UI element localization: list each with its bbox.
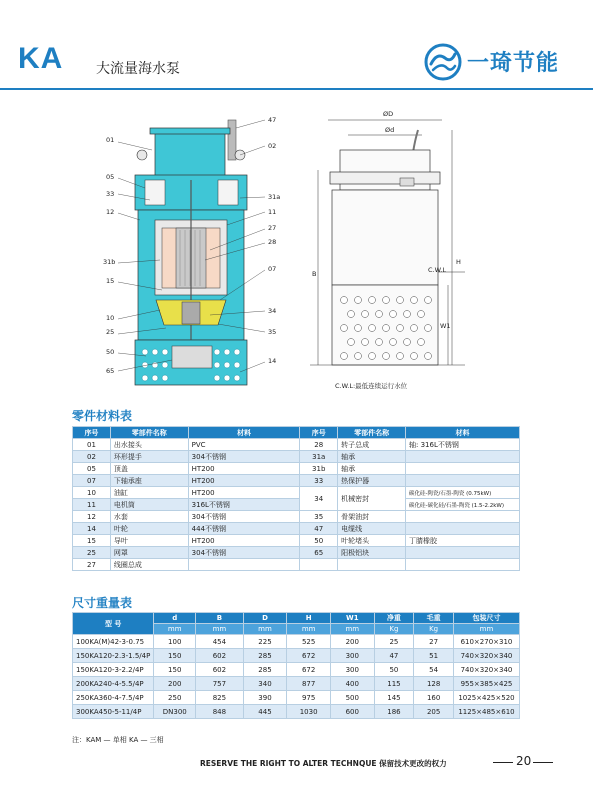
cell: 250KA360-4-7.5/4P — [73, 691, 154, 705]
page-divider-right — [533, 762, 553, 763]
cell: 1030 — [287, 705, 331, 719]
table-row — [73, 463, 520, 475]
model-code: KA — [18, 42, 64, 75]
cell: 轴承 — [338, 463, 406, 475]
table-row — [73, 535, 520, 547]
unit: mm — [453, 624, 519, 635]
col-net-weight: 净重 — [374, 613, 414, 624]
cell: 955×385×425 — [453, 677, 519, 691]
cell: 304不锈钢 — [188, 547, 300, 559]
col-name: 零部件名称 — [338, 427, 406, 439]
cell: 340 — [243, 677, 287, 691]
cell: 100KA(M)42-3-0.75 — [73, 635, 154, 649]
cell: 150KA120-2.3-1.5/4P — [73, 649, 154, 663]
table-row — [73, 677, 520, 691]
cell: 672 — [287, 649, 331, 663]
cell: 28 — [300, 439, 338, 451]
unit: mm — [287, 624, 331, 635]
cell: 电缆线 — [338, 523, 406, 535]
cell: 1125×485×610 — [453, 705, 519, 719]
outline-h: H — [456, 258, 461, 266]
cell: 叶轮 — [110, 523, 188, 535]
col-package: 包装尺寸 — [453, 613, 519, 624]
cell: 骨架油封 — [338, 511, 406, 523]
cell: 205 — [414, 705, 454, 719]
table-row — [73, 649, 520, 663]
cell: DN300 — [154, 705, 196, 719]
cell: PVC — [188, 439, 300, 451]
unit: Kg — [374, 624, 414, 635]
cell: 150 — [154, 649, 196, 663]
table-row — [73, 511, 520, 523]
table-row — [73, 451, 520, 463]
pump-outline-diagram — [300, 110, 480, 380]
cell: 128 — [414, 677, 454, 691]
unit: mm — [154, 624, 196, 635]
cell: 34 — [300, 487, 338, 511]
cell: 444不锈钢 — [188, 523, 300, 535]
cell — [406, 547, 520, 559]
page-header — [0, 0, 593, 95]
cell: 200KA240-4-5.5/4P — [73, 677, 154, 691]
cell: 160 — [414, 691, 454, 705]
logo-swirl-icon — [423, 42, 463, 82]
cell: 碳化硅-陶瓷/石墨-陶瓷 (0.75kW) — [406, 487, 520, 499]
cell: 环形提手 — [110, 451, 188, 463]
cell — [338, 559, 406, 571]
cell: 出水接头 — [110, 439, 188, 451]
table-row — [73, 439, 520, 451]
col-gross-weight: 毛重 — [414, 613, 454, 624]
product-subtitle: 大流量海水泵 — [96, 61, 180, 77]
cell: 31a — [300, 451, 338, 463]
dims-header-row — [73, 613, 520, 624]
cell: 电机筒 — [110, 499, 188, 511]
cell: 35 — [300, 511, 338, 523]
diagram-area — [0, 100, 593, 400]
cell: 186 — [374, 705, 414, 719]
cell: 阳极铝块 — [338, 547, 406, 559]
cell: 150KA120-3-2.2/4P — [73, 663, 154, 677]
dims-table — [72, 612, 520, 719]
part-label-12: 12 — [106, 208, 115, 216]
part-label-33: 33 — [106, 190, 115, 198]
unit: mm — [196, 624, 244, 635]
cell: 10 — [73, 487, 111, 499]
col-material: 材料 — [188, 427, 300, 439]
part-label-05: 05 — [106, 173, 115, 181]
cell: 47 — [374, 649, 414, 663]
pump-sectional-diagram — [90, 110, 290, 390]
table-row — [73, 475, 520, 487]
cell: 525 — [287, 635, 331, 649]
cell: 250 — [154, 691, 196, 705]
brand-logo — [423, 42, 573, 82]
part-label-02: 02 — [268, 142, 277, 150]
cell: 285 — [243, 663, 287, 677]
cell: 304不锈钢 — [188, 451, 300, 463]
cell: 51 — [414, 649, 454, 663]
cell — [300, 559, 338, 571]
cell: 65 — [300, 547, 338, 559]
cell: 50 — [374, 663, 414, 677]
part-label-10: 10 — [106, 314, 115, 322]
cell: 丁腈橡胶 — [406, 535, 520, 547]
cell: 27 — [414, 635, 454, 649]
cell: 848 — [196, 705, 244, 719]
cell — [406, 475, 520, 487]
cell: 150 — [154, 663, 196, 677]
cell: 下轴承座 — [110, 475, 188, 487]
cell: 672 — [287, 663, 331, 677]
parts-table — [72, 426, 520, 571]
unit: mm — [330, 624, 374, 635]
cell: 602 — [196, 663, 244, 677]
outline-phi-D: ØD — [383, 110, 394, 118]
header-divider — [0, 88, 593, 90]
cell: 顶盖 — [110, 463, 188, 475]
table-row — [73, 705, 520, 719]
cell: HT200 — [188, 463, 300, 475]
cell: 100 — [154, 635, 196, 649]
cell: 304不锈钢 — [188, 511, 300, 523]
cell: 200 — [154, 677, 196, 691]
col-W1: W1 — [330, 613, 374, 624]
cell: 445 — [243, 705, 287, 719]
cell: 11 — [73, 499, 111, 511]
cell: 27 — [73, 559, 111, 571]
cell: 水套 — [110, 511, 188, 523]
part-label-14: 14 — [268, 357, 277, 365]
cell — [406, 511, 520, 523]
cell: 47 — [300, 523, 338, 535]
part-label-65: 65 — [106, 367, 115, 375]
part-label-01: 01 — [106, 136, 115, 144]
cell: 25 — [374, 635, 414, 649]
cell: 740×320×340 — [453, 663, 519, 677]
table-row — [73, 547, 520, 559]
col-model: 型 号 — [73, 613, 154, 635]
outline-cwl: C.W.L — [428, 266, 446, 274]
cell: 15 — [73, 535, 111, 547]
unit: mm — [243, 624, 287, 635]
part-label-50: 50 — [106, 348, 115, 356]
table-row — [73, 559, 520, 571]
part-label-28: 28 — [268, 238, 277, 246]
phase-note: 注：KAM — 单相 KA — 三相 — [72, 736, 164, 744]
part-label-15: 15 — [106, 277, 115, 285]
cell: 454 — [196, 635, 244, 649]
cell: 机械密封 — [338, 487, 406, 511]
cell: 757 — [196, 677, 244, 691]
cell: 碳化硅-碳化硅/石墨-陶瓷 (1.5-2.2kW) — [406, 499, 520, 511]
cell: 200 — [330, 635, 374, 649]
table-row — [73, 663, 520, 677]
cell: 转子总成 — [338, 439, 406, 451]
table-row — [73, 523, 520, 535]
cell: 600 — [330, 705, 374, 719]
col-H: H — [287, 613, 331, 624]
cell: 825 — [196, 691, 244, 705]
col-B: B — [196, 613, 244, 624]
table-row — [73, 487, 520, 499]
cell: 115 — [374, 677, 414, 691]
footer-notice: RESERVE THE RIGHT TO ALTER TECHNQUE 保留技术更改的权力 — [200, 759, 447, 768]
cell: 602 — [196, 649, 244, 663]
col-material: 材料 — [406, 427, 520, 439]
cell: 线圈总成 — [110, 559, 188, 571]
cell — [406, 523, 520, 535]
cell: 01 — [73, 439, 111, 451]
part-label-27: 27 — [268, 224, 277, 232]
table-row — [73, 691, 520, 705]
col-d: d — [154, 613, 196, 624]
cell: 50 — [300, 535, 338, 547]
table-row — [73, 499, 520, 511]
cell: 轴承 — [338, 451, 406, 463]
outline-caption: C.W.L:最低连续运行水位 — [335, 382, 408, 390]
cell: 877 — [287, 677, 331, 691]
cell: 轴: 316L不锈钢 — [406, 439, 520, 451]
cell: 300 — [330, 649, 374, 663]
outline-b: B — [312, 270, 317, 278]
part-label-31b: 31b — [103, 258, 116, 266]
part-label-31a: 31a — [268, 193, 281, 201]
unit: Kg — [414, 624, 454, 635]
page-number: 20 — [516, 754, 532, 768]
cell: 610×270×310 — [453, 635, 519, 649]
cell: HT200 — [188, 535, 300, 547]
cell — [406, 559, 520, 571]
cell: 225 — [243, 635, 287, 649]
part-label-34: 34 — [268, 307, 277, 315]
cell: 12 — [73, 511, 111, 523]
cell — [188, 559, 300, 571]
cell: 叶轮堵头 — [338, 535, 406, 547]
brand-name: 一琦节能 — [467, 51, 560, 76]
cell: 25 — [73, 547, 111, 559]
outline-phi-d: Ød — [385, 126, 395, 134]
cell: 油缸 — [110, 487, 188, 499]
part-label-25: 25 — [106, 328, 115, 336]
dims-section-title: 尺寸重量表 — [72, 596, 133, 610]
cell: 390 — [243, 691, 287, 705]
cell: 740×320×340 — [453, 649, 519, 663]
cell: 05 — [73, 463, 111, 475]
cell: 300 — [330, 663, 374, 677]
table-row — [73, 635, 520, 649]
cell: HT200 — [188, 487, 300, 499]
cell: 400 — [330, 677, 374, 691]
cell — [406, 463, 520, 475]
cell: 54 — [414, 663, 454, 677]
cell: 316L不锈钢 — [188, 499, 300, 511]
cell: 145 — [374, 691, 414, 705]
cell: 热保护器 — [338, 475, 406, 487]
part-label-07: 07 — [268, 265, 277, 273]
cell: 975 — [287, 691, 331, 705]
col-no: 序号 — [300, 427, 338, 439]
cell: 300KA450-5-11/4P — [73, 705, 154, 719]
parts-header-row — [73, 427, 520, 439]
cell — [406, 451, 520, 463]
cell: 07 — [73, 475, 111, 487]
col-name: 零部件名称 — [110, 427, 188, 439]
part-label-47: 47 — [268, 116, 277, 124]
parts-section-title: 零件材料表 — [72, 409, 133, 423]
cell: 33 — [300, 475, 338, 487]
page-divider-left — [493, 762, 513, 763]
cell: 285 — [243, 649, 287, 663]
cell: 02 — [73, 451, 111, 463]
cell: 500 — [330, 691, 374, 705]
outline-w1: W1 — [440, 322, 451, 330]
part-label-35: 35 — [268, 328, 277, 336]
col-no: 序号 — [73, 427, 111, 439]
part-label-11: 11 — [268, 208, 277, 216]
cell: 31b — [300, 463, 338, 475]
col-D: D — [243, 613, 287, 624]
cell: 14 — [73, 523, 111, 535]
cell: 导叶 — [110, 535, 188, 547]
cell: 1025×425×520 — [453, 691, 519, 705]
cell: 网罩 — [110, 547, 188, 559]
cell: HT200 — [188, 475, 300, 487]
